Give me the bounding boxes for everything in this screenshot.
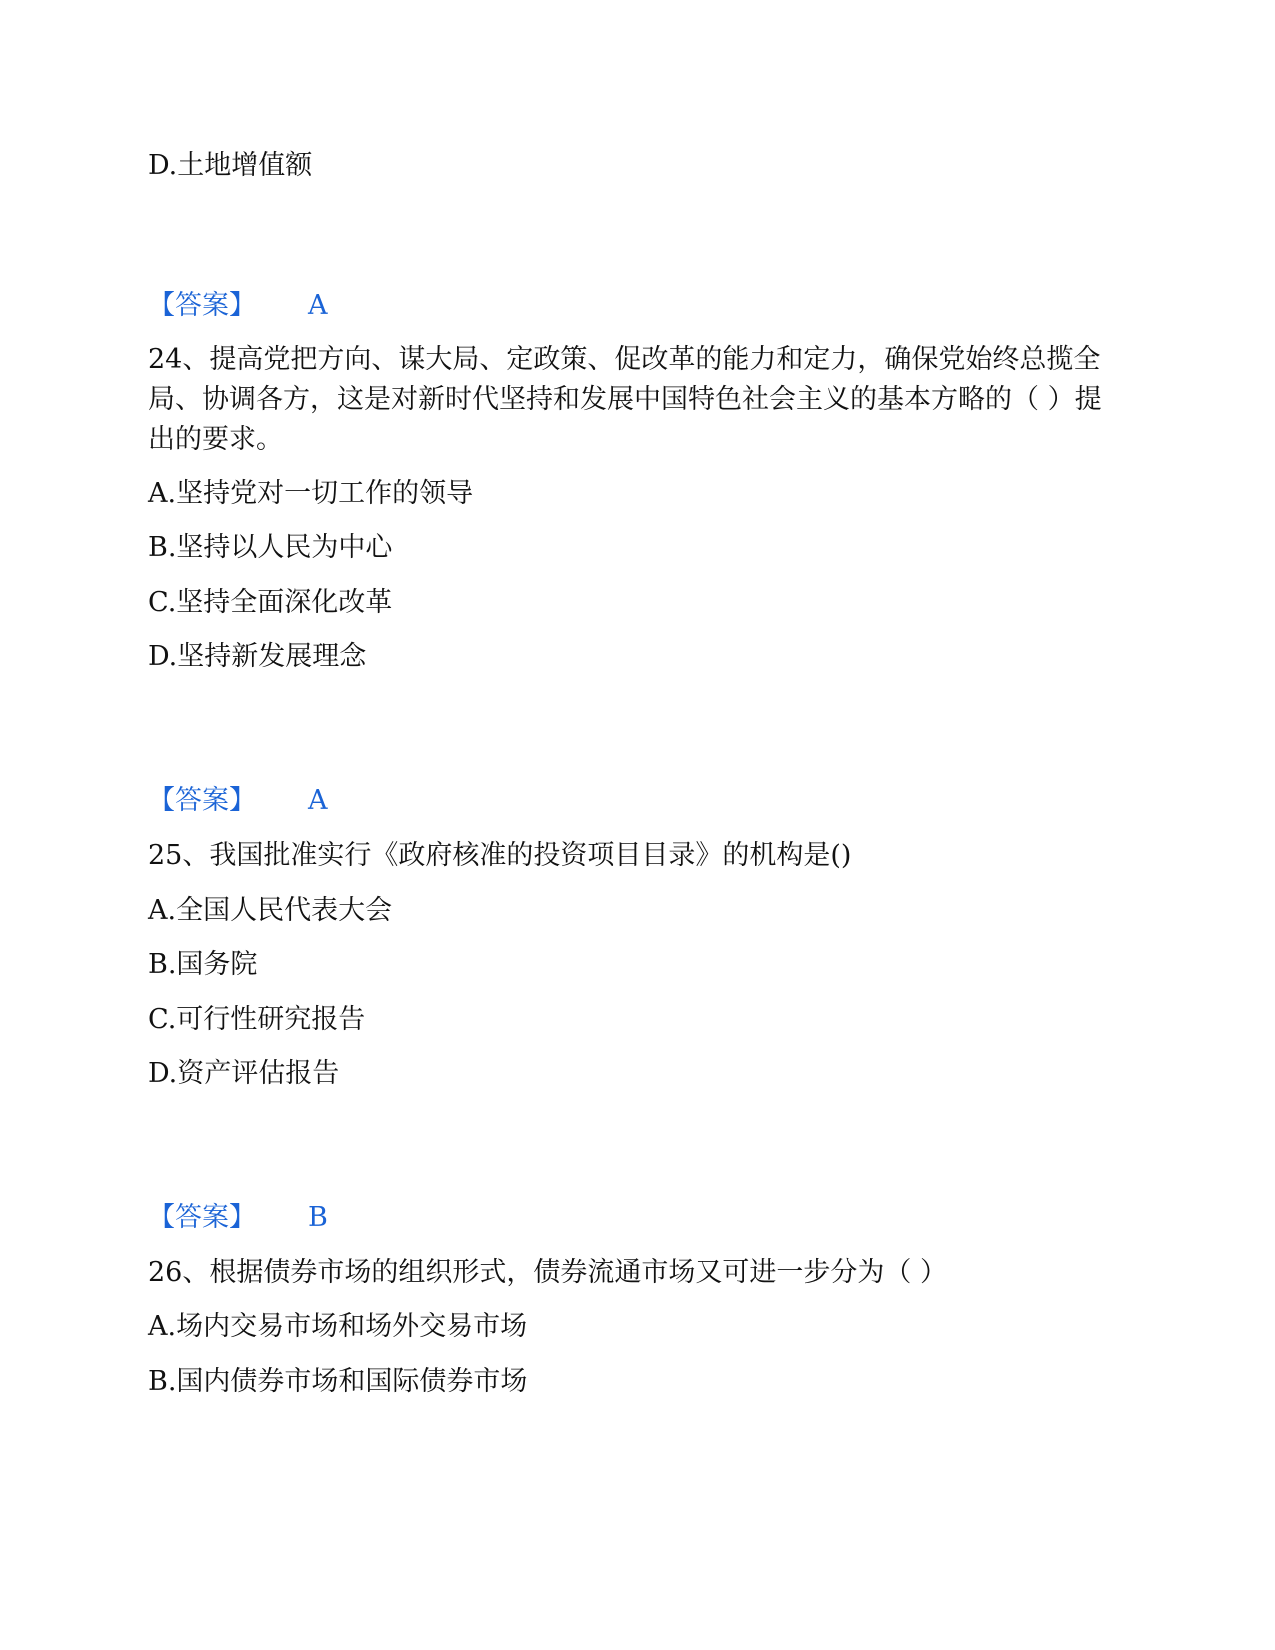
q26-stem: 26、根据债券市场的组织形式，债券流通市场又可进一步分为（ ） <box>148 1257 947 1288</box>
answer-label: 【答案】 <box>148 1202 256 1233</box>
q25-option-a: A.全国人民代表大会 <box>148 895 393 926</box>
q26-option-b: B.国内债券市场和国际债券市场 <box>148 1366 528 1397</box>
q25-stem: 25、我国批准实行《政府核准的投资项目目录》的机构是() <box>148 840 852 871</box>
q24-option-d: D.坚持新发展理念 <box>148 641 367 672</box>
answer-value: B <box>308 1202 328 1233</box>
answer-label: 【答案】 <box>148 290 256 321</box>
q24-option-a: A.坚持党对一切工作的领导 <box>148 478 474 509</box>
q24-option-b: B.坚持以人民为中心 <box>148 532 393 563</box>
answer-23 <box>148 286 1125 326</box>
q24-option-c: C.坚持全面深化改革 <box>148 587 393 618</box>
answer-25 <box>148 1198 1125 1238</box>
answer-value: A <box>308 785 328 816</box>
answer-label: 【答案】 <box>148 785 256 816</box>
answer-24 <box>148 781 1125 821</box>
answer-value: A <box>308 290 328 321</box>
q25-option-d: D.资产评估报告 <box>148 1058 340 1089</box>
q25-option-c: C.可行性研究报告 <box>148 1004 366 1035</box>
q23-option-d: D.土地增值额 <box>148 150 313 181</box>
q24-stem: 24、提高党把方向、谋大局、定政策、促改革的能力和定力，确保党始终总揽全局、协调各方，这是对新时代坚持和发展中国特色社会主义的基本方略的（ ）提出的要求。 <box>148 344 1102 455</box>
q25-option-b: B.国务院 <box>148 949 258 980</box>
q26-option-a: A.场内交易市场和场外交易市场 <box>148 1311 528 1342</box>
